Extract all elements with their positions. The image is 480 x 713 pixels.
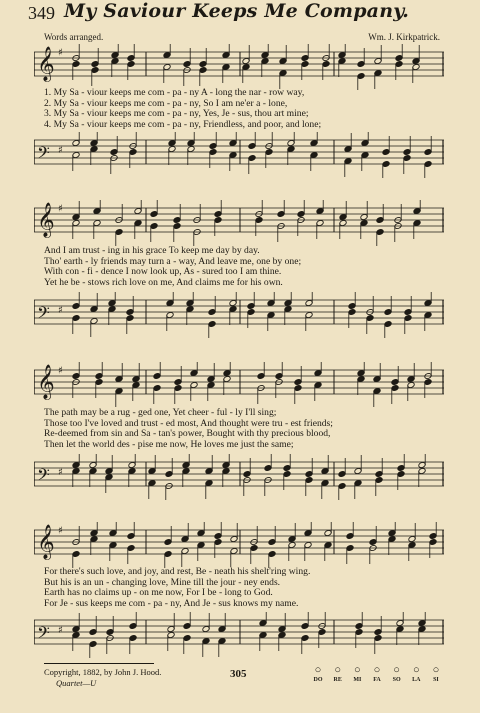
- bass-staff-1: [34, 132, 444, 178]
- bass-clef-icon: 𝄢: [37, 302, 50, 327]
- note-shape-icon: ○: [393, 664, 400, 676]
- solfege-label: RE: [333, 677, 342, 683]
- key-signature-icon: ♯: [58, 365, 63, 377]
- bass-clef-icon: 𝄢: [37, 142, 50, 167]
- source-note: Quartet—U: [56, 678, 97, 688]
- key-signature-icon: ♯: [58, 305, 63, 317]
- lyric-verse-3: Re-deemed from sin and Sa - tan's power, Bought with thy precious blood,: [44, 429, 331, 439]
- lyric-verse-2: Those too I've loved and trust - ed most, And thought were tru - est friends;: [44, 418, 333, 429]
- lyric-verse-1: The path may be a rug - ged one, Yet cheer - ful - ly I'll sing;: [44, 408, 277, 418]
- solfege-legend: [310, 664, 444, 683]
- treble-clef-icon: 𝄞: [37, 524, 55, 560]
- treble-clef-icon: 𝄞: [37, 364, 55, 400]
- lyric-verse-2: Tho' earth - ly friends may turn a - way, And leave me, one by one;: [44, 256, 302, 267]
- treble-staff-2: [34, 200, 444, 246]
- key-signature-icon: ♯: [58, 145, 63, 157]
- lyric-verse-1: And I am trust - ing in his grace To keep me day by day.: [44, 246, 260, 256]
- solfege-label: MI: [353, 677, 362, 683]
- lyric-verse-4: 4. My Sa - viour keeps me com - pa - ny, Friendless, and poor, and lone;: [44, 119, 322, 130]
- treble-staff-3: [34, 362, 444, 408]
- treble-clef-icon: 𝄞: [37, 46, 55, 82]
- lyric-verse-1: 1. My Sa - viour keeps me com - pa - ny A - long the nar - row way,: [44, 88, 305, 98]
- lyric-verse-2: 2. My Sa - viour keeps me com - pa - ny, So I am ne'er a - lone,: [44, 98, 288, 109]
- treble-staff-1: [34, 44, 444, 90]
- key-signature-icon: ♯: [58, 467, 63, 479]
- bass-staff-3: [34, 454, 444, 500]
- lyric-verse-4: For Je - sus keeps me com - pa - ny, And Je - sus knows my name.: [44, 598, 299, 609]
- lyric-verse-3: 3. My Sa - viour keeps me com - pa - ny, Yes, Je - sus, thou art mine;: [44, 109, 309, 119]
- solfege-label: SO: [392, 677, 401, 683]
- lyric-verse-3: With con - fi - dence I now look up, As - sured too I am thine.: [44, 267, 282, 277]
- lyrics-system-3: [44, 408, 444, 450]
- lyric-verse-1: For there's such love, and joy, and rest, Be - neath his shelt'ring wing.: [44, 567, 311, 577]
- lyrics-system-4: [44, 567, 444, 609]
- solfege-label: SI: [433, 677, 439, 683]
- note-shape-icon: ○: [314, 664, 322, 676]
- bass-staff-2: [34, 292, 444, 338]
- treble-clef-icon: 𝄞: [37, 202, 55, 238]
- note-shape-icon: ○: [373, 664, 381, 676]
- key-signature-icon: ♯: [58, 203, 63, 215]
- note-shape-icon: ○: [432, 664, 440, 676]
- lyrics-system-2: [44, 246, 444, 288]
- note-shape-icon: ○: [412, 664, 420, 676]
- composer-credit: Wm. J. Kirkpatrick.: [368, 32, 440, 42]
- footer-divider: [44, 663, 154, 664]
- lyric-verse-4: Yet he be - stows rich love on me, And claims me for his own.: [44, 277, 283, 288]
- page-number: 305: [230, 668, 247, 680]
- copyright-notice: Copyright, 1882, by John J. Hood.: [44, 667, 162, 677]
- solfege-label: DO: [313, 677, 323, 683]
- lyric-verse-3: Earth has no claims up - on me now, For I be - long to God.: [44, 588, 273, 598]
- words-credit: Words arranged.: [44, 32, 104, 42]
- bass-clef-icon: 𝄢: [37, 464, 50, 489]
- lyric-verse-2: But his is an un - changing love, Mine till the jour - ney ends.: [44, 577, 281, 588]
- note-shape-icon: ○: [334, 664, 341, 676]
- key-signature-icon: ♯: [58, 47, 63, 59]
- key-signature-icon: ♯: [58, 525, 63, 537]
- bass-staff-4: [34, 612, 444, 658]
- lyric-verse-4: Then let the world des - pise me now, He loves me just the same;: [44, 439, 294, 450]
- hymn-number: 349: [28, 3, 55, 23]
- solfege-labels: [310, 677, 444, 683]
- treble-staff-4: [34, 522, 444, 568]
- bass-clef-icon: 𝄢: [37, 622, 50, 647]
- solfege-label: LA: [412, 677, 421, 683]
- note-shape-icon: ○: [353, 664, 361, 676]
- solfege-note-shapes: [310, 664, 444, 676]
- key-signature-icon: ♯: [58, 625, 63, 637]
- lyrics-system-1: [44, 88, 444, 130]
- solfege-label: FA: [373, 677, 381, 683]
- hymn-title: My Saviour Keeps Me Company.: [64, 0, 410, 22]
